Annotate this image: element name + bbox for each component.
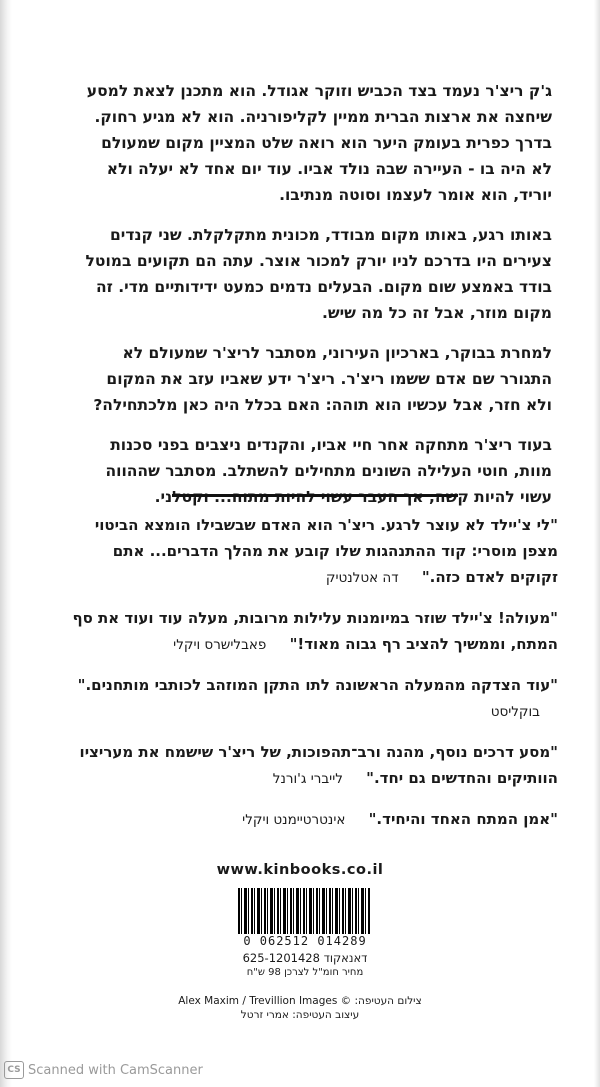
book-description xyxy=(78,78,552,524)
description-paragraph-3: למחרת בבוקר, בארכיון העירוני, מסתבר לריצ'ר שמעולם לא התגורר שם אדם ששמו ריצ'ר. ריצ'ר ידע שאביו עזב את המקום ולא חזר, אבל עכשיו הוא תוהה: האם בכלל היה כאן מלכתחילה? xyxy=(93,344,552,414)
review-quotes xyxy=(68,512,558,847)
quote-text: "מסע דרכים נוסף, מהנה ורב־תהפוכות, של ריצ'ר שישמח את מעריציו הוותיקים והחדשים גם יחד." xyxy=(79,743,558,787)
quote-source: לייברי ג'ורנל xyxy=(272,771,343,787)
photo-credit: צילום העטיפה: © Alex Maxim / Trevillion Images xyxy=(178,995,422,1007)
description-paragraph-2: באותו רגע, באותו מקום מבודד, מכונית מתקלקלת. שני קנדים צעירים היו בדרכם לניו יורק למכור אוצר. עתה הם תקועים במוטל בודד באמצע שום מקום. הבעלים נדמים כמעט ידידותיים מדי. זה מקום מוזר, אבל זה כל מה שיש. xyxy=(85,226,552,322)
barcode-number: 0 062512 014289 xyxy=(243,934,367,948)
review-quote xyxy=(68,739,558,792)
spine-shadow xyxy=(0,0,12,1087)
scanner-watermark-text: Scanned with CamScanner xyxy=(28,1062,203,1078)
quote-source: פאבלישרס ויקלי xyxy=(173,637,267,653)
quote-source: אינטרטיימנט ויקלי xyxy=(242,812,346,828)
quote-source: בוקליסט xyxy=(490,704,540,720)
review-quote xyxy=(68,605,558,658)
review-quote xyxy=(68,672,558,725)
quote-text: "מעולה! צ'יילד שוזר במיומנות עלילות מרובות, מעלה עוד ועוד את סף המתח, וממשיך להציב רף גבוה מאוד!" xyxy=(72,609,558,653)
design-credit: עיצוב העטיפה: אמרי זרטל xyxy=(240,1009,360,1021)
quote-text: "עוד הצדקה מהמעלה הראשונה לתו התקן המוזהב לכותבי מותחנים." xyxy=(77,676,558,694)
review-quote xyxy=(68,512,558,591)
quote-text: "אמן המתח האחד והיחיד." xyxy=(368,810,558,828)
section-divider xyxy=(172,494,458,497)
barcode-icon xyxy=(238,888,370,934)
quote-text: "לי צ'יילד לא עוצר לרגע. ריצ'ר הוא האדם שבשבילו הומצא הביטוי מצפן מוסרי: קוד ההתנהגות שלו קובע את מהלך הדברים... אתם זקוקים לאדם כזה." xyxy=(94,516,558,586)
camscanner-icon: CS xyxy=(4,1061,24,1079)
publisher-website[interactable]: www.kinbooks.co.il xyxy=(216,862,384,878)
description-paragraph-4: בעוד ריצ'ר מתחקה אחר חיי אביו, והקנדים ניצבים בפני סכנות מוות, חוטי העלילה השונים מתחילים להשתלב. מסתבר שההווה עשוי להיות קשה, אך העבר עשוי להיות מתוח... וקטלני. xyxy=(105,436,552,506)
review-quote xyxy=(68,806,558,833)
quote-source: דה אטלנטיק xyxy=(325,570,399,586)
right-edge-shadow xyxy=(594,0,600,1087)
price-label: מחיר חומ"ל לצרכן 98 ש"ח xyxy=(246,967,364,978)
scanner-watermark xyxy=(4,1061,203,1079)
danacode: דאנאקוד 625-1201428 xyxy=(242,951,368,965)
description-paragraph-1: ג'ק ריצ'ר נעמד בצד הכביש וזוקר אגודל. הוא מתכנן לצאת למסע שיחצה את ארצות הברית ממיין לקליפורניה. הוא לא מגיע רחוק. בדרך כפרית בעומק היער הוא רואה שלט המציין מקום שמעולם לא היה בו - העיירה שבה נולד אביו. עוד יום אחד לא יעלה ולא יוריד, הוא אומר לעצמו וסוטה מנתיבו. xyxy=(86,82,552,204)
